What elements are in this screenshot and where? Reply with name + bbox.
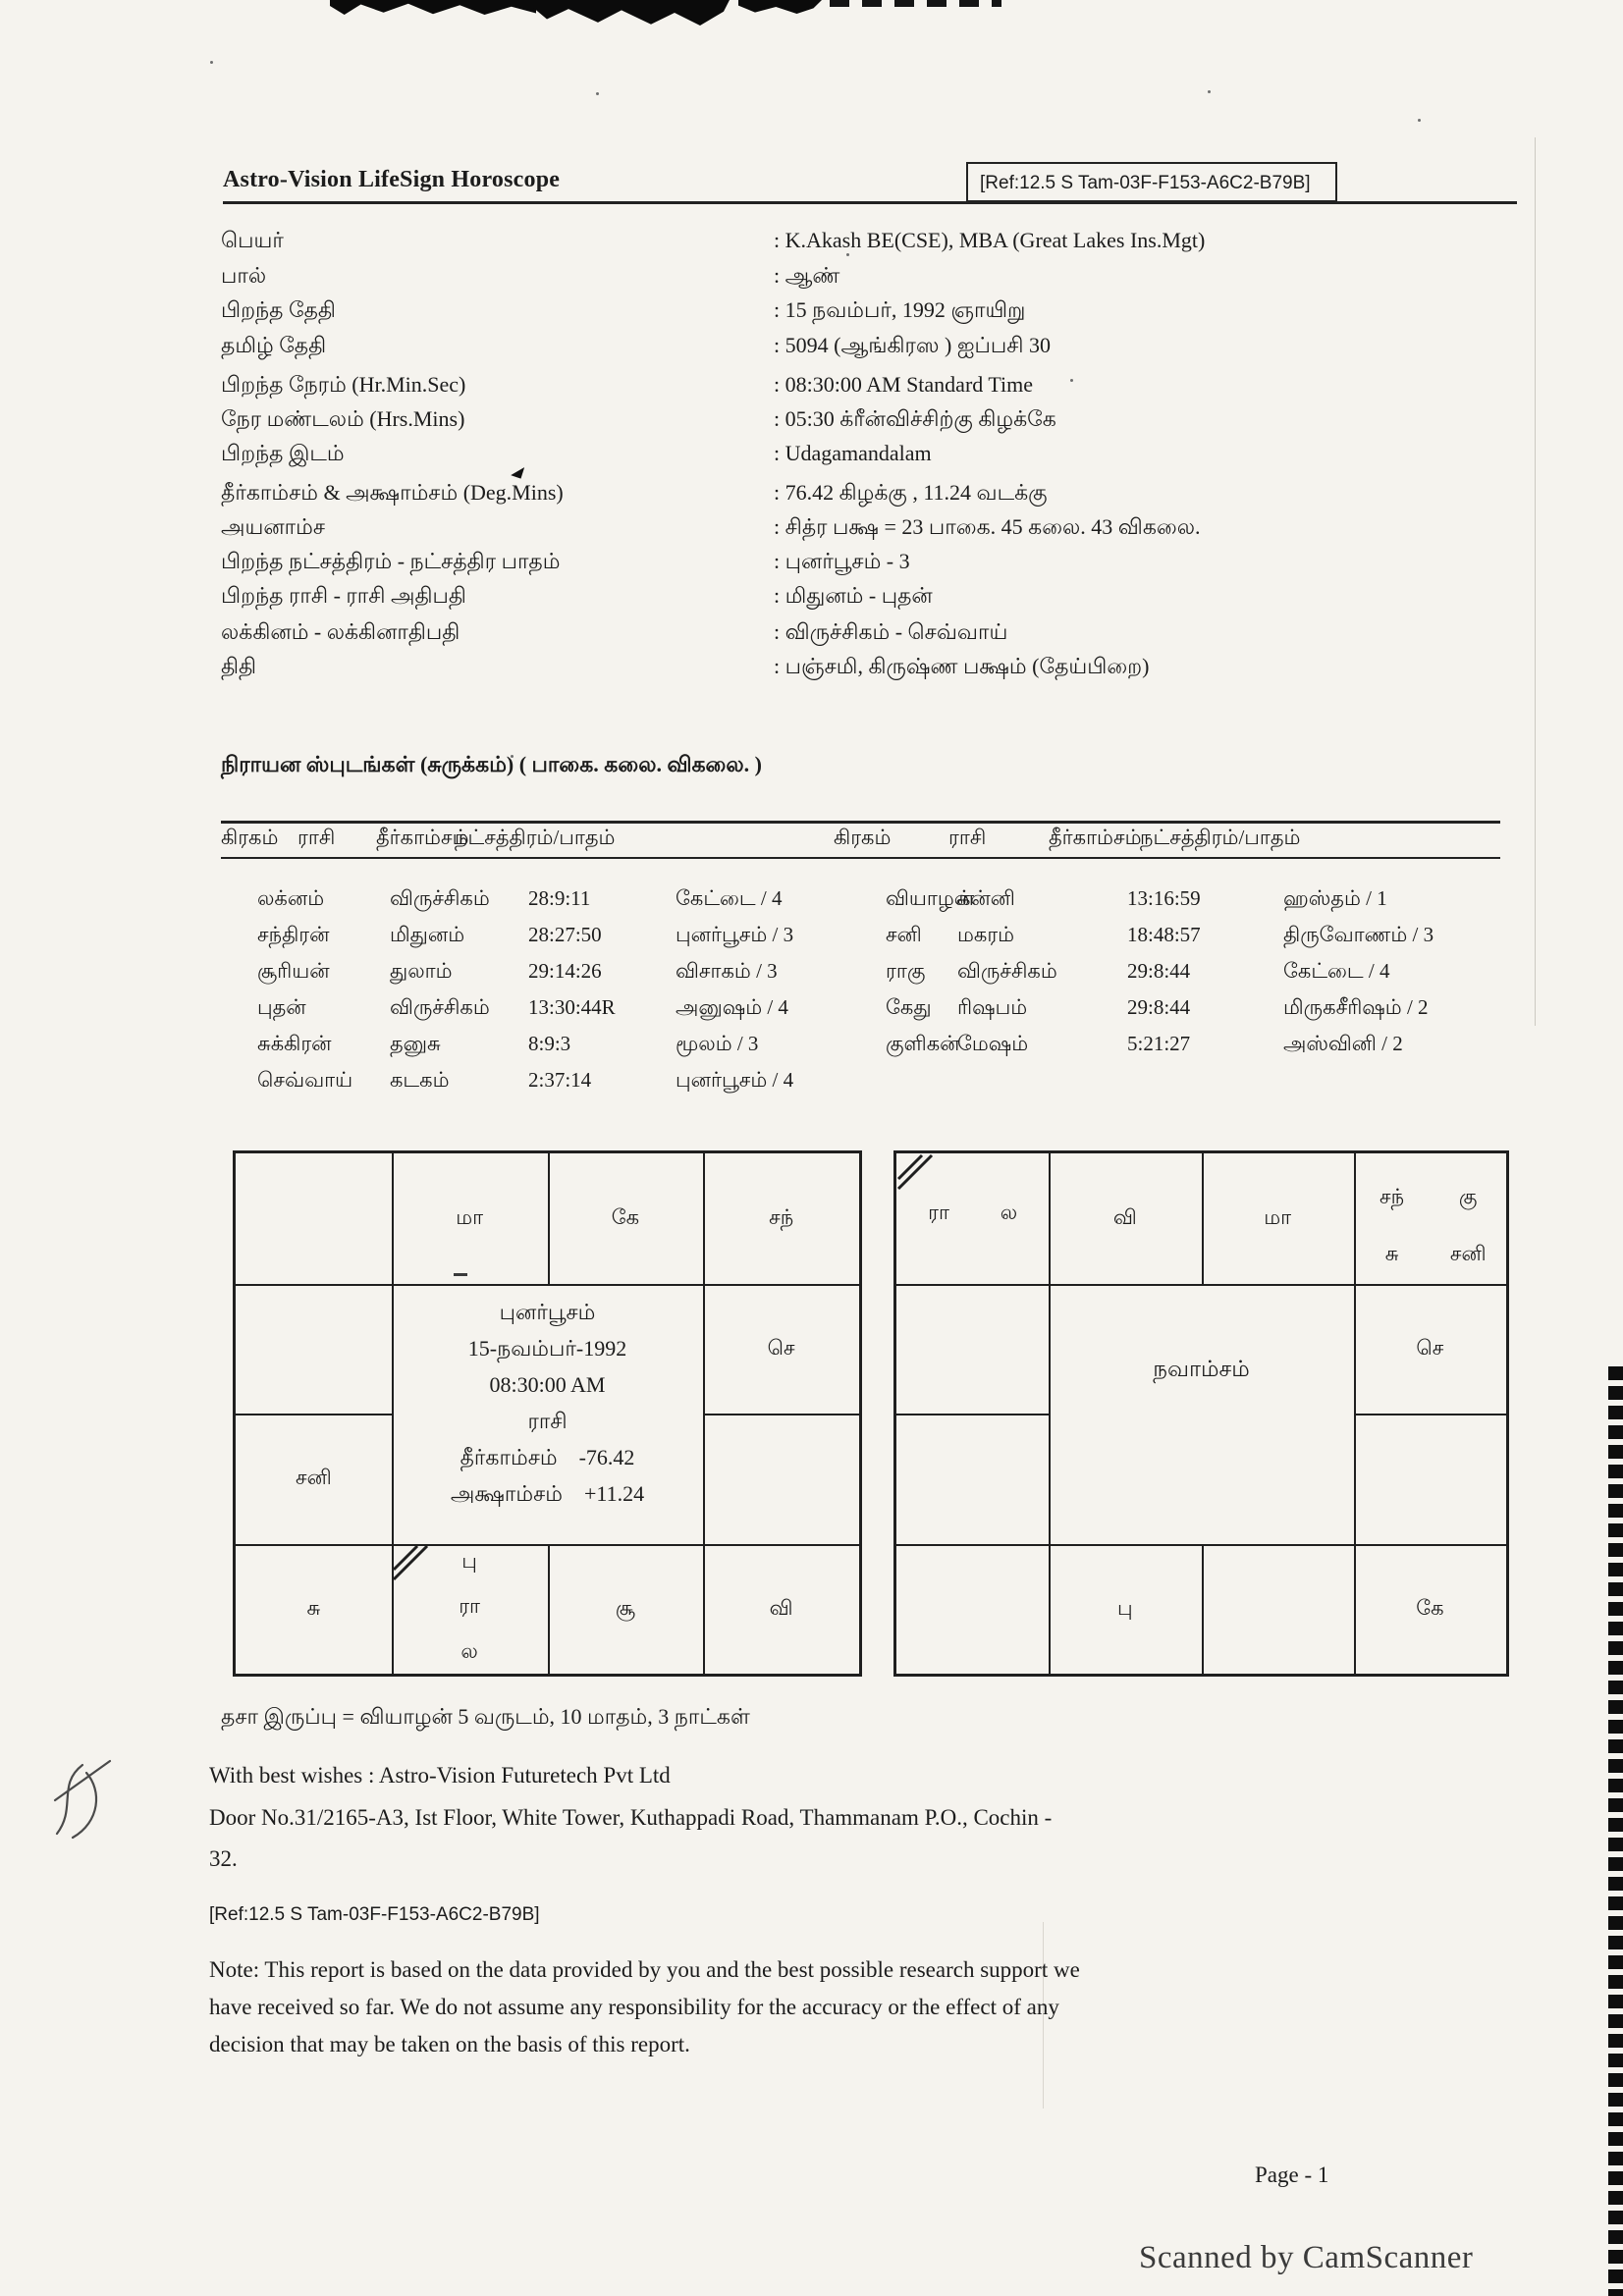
navamsa-cell-planet: சந் (1380, 1184, 1405, 1208)
ref-text: [Ref:12.5 S Tam-03F-F153-A6C2-B79B] (980, 173, 1311, 193)
navamsa-cell-planet: மா (1264, 1205, 1292, 1229)
table-cell: 5:21:27 (1127, 1032, 1191, 1055)
rasi-latitude-row (392, 1475, 704, 1512)
navamsa-cell-planet: பு (1117, 1595, 1133, 1620)
info-label: நேர மண்டலம் (Hrs.Mins) (221, 406, 465, 431)
coord-value: -76.42 (578, 1445, 635, 1470)
info-label: தீர்காம்சம் & அக்ஷாம்சம் (Deg.Mins) (221, 480, 564, 505)
table-rule (221, 821, 1500, 824)
table-cell: மேஷம் (957, 1032, 1029, 1055)
col-header: ராசி (298, 826, 336, 849)
navamsa-lagna-cell (902, 1201, 1043, 1227)
table-cell: விருச்சிகம் (390, 886, 490, 910)
table-cell: சுக்கிரன் (257, 1032, 332, 1055)
navamsa-cell-planet: கு (1458, 1184, 1478, 1208)
table-cell: அஸ்வினி / 2 (1283, 1032, 1403, 1055)
info-value: : புனர்பூசம் - 3 (774, 549, 910, 573)
handwritten-mark (43, 1739, 127, 1842)
grid-line (703, 1414, 859, 1415)
table-cell: 28:9:11 (528, 886, 591, 910)
scan-mark (510, 467, 525, 480)
info-value: : 08:30:00 AM Standard Time (774, 372, 1034, 397)
table-cell: திருவோணம் / 3 (1283, 923, 1434, 946)
navamsa-cell-group (1354, 1169, 1506, 1284)
table-cell: விருச்சிகம் (957, 959, 1057, 983)
lagna-marker-icon (896, 1153, 936, 1193)
info-label: திதி (221, 654, 257, 678)
address-line: Door No.31/2165-A3, Ist Floor, White Tower, Kuthappadi Road, Thammanam P.O., Cochin - (209, 1805, 1053, 1830)
grid-line (896, 1284, 1506, 1286)
rasi-chart (233, 1150, 862, 1677)
navamsa-cell-planet: சனி (1449, 1241, 1487, 1265)
table-cell: 18:48:57 (1127, 923, 1201, 946)
rasi-center-line: புனர்பூசம் (499, 1300, 596, 1325)
grid-line (1354, 1414, 1506, 1415)
page-title: Astro-Vision LifeSign Horoscope (223, 167, 561, 192)
torn-paper-artifact (533, 0, 730, 26)
navamsa-cell-planet: ரா (928, 1200, 949, 1224)
grid-line (236, 1544, 859, 1546)
table-cell: விருச்சிகம் (390, 995, 490, 1019)
navamsa-title: நவாம்சம் (1153, 1356, 1250, 1381)
table-cell: சந்திரன் (257, 923, 330, 946)
table-cell: அனுஷம் / 4 (676, 995, 788, 1019)
coord-label: அக்ஷாம்சம் (450, 1481, 563, 1507)
table-rule (221, 857, 1500, 859)
rasi-cell-planet: பு (461, 1549, 477, 1574)
table-cell: 8:9:3 (528, 1032, 571, 1055)
navamsa-cell-planet: சு (1384, 1241, 1399, 1265)
dust-speck (1070, 379, 1073, 382)
rasi-center-line: 15-நவம்பர்-1992 (467, 1336, 627, 1362)
info-value: : விருச்சிகம் - செவ்வாய் (774, 619, 1008, 644)
info-value: : சித்ர பக்ஷ = 23 பாகை. 45 கலை. 43 விகலை. (774, 514, 1201, 539)
camscanner-watermark: Scanned by CamScanner (1139, 2240, 1474, 2275)
info-value: : பஞ்சமி, கிருஷ்ண பக்ஷம் (தேய்பிறை) (774, 654, 1150, 678)
info-label: பால் (221, 263, 267, 288)
col-header: தீர்காம்சம் (376, 826, 469, 849)
table-cell: சனி (886, 923, 922, 946)
info-label: லக்கினம் - லக்கினாதிபதி (221, 619, 460, 644)
grid-line (236, 1414, 392, 1415)
rasi-cell-planet: சனி (296, 1466, 332, 1489)
table-cell: கன்னி (957, 886, 1015, 910)
table-cell: மூலம் / 3 (676, 1032, 759, 1055)
table-cell: துலாம் (390, 959, 453, 983)
col-header: கிரகம் (221, 826, 279, 849)
dust-speck (1418, 119, 1421, 122)
rasi-cell-planet: மா (456, 1205, 484, 1229)
dust-speck (1208, 90, 1211, 93)
info-label: பிறந்த இடம் (221, 441, 345, 465)
rasi-center-line: 08:30:00 AM (489, 1372, 606, 1398)
rasi-cell-planet: ரா (459, 1593, 481, 1618)
rasi-cell-planet: செ (767, 1335, 795, 1360)
table-cell: லக்னம் (257, 886, 325, 910)
table-cell: புனர்பூசம் / 3 (676, 923, 794, 946)
table-cell: ரிஷபம் (957, 995, 1028, 1019)
rasi-cell-planet: சு (306, 1595, 321, 1620)
rasi-center-block (392, 1294, 704, 1512)
wishes-line: With best wishes : Astro-Vision Futuretech Pvt Ltd (209, 1763, 671, 1788)
info-label: பிறந்த ராசி - ராசி அதிபதி (221, 583, 466, 608)
torn-paper-artifact (830, 0, 1001, 7)
rasi-cell-planet: சந் (769, 1205, 794, 1229)
scan-edge-artifact (1608, 1366, 1623, 2296)
table-cell: மகரம் (957, 923, 1015, 946)
table-cell: மிருகசீரிஷம் / 2 (1283, 995, 1429, 1019)
rasi-center-line: ராசி (527, 1409, 568, 1434)
table-cell: புதன் (257, 995, 306, 1019)
table-cell: கேட்டை / 4 (1283, 959, 1390, 983)
table-cell: மிதுனம் (390, 923, 465, 946)
page-number: Page - 1 (1255, 2163, 1329, 2187)
navamsa-cell-planet: ல (1000, 1200, 1018, 1224)
grid-line (1202, 1544, 1204, 1675)
positions-section-title: நிராயன ஸ்புடங்கள் (சுருக்கம்) ( பாகை. கலை. விகலை. ) (221, 752, 762, 776)
table-cell: 2:37:14 (528, 1068, 592, 1092)
info-label: தமிழ் தேதி (221, 333, 327, 357)
dasa-balance: தசா இருப்பு = வியாழன் 5 வருடம், 10 மாதம், 3 நாட்கள் (221, 1704, 750, 1729)
dust-speck (846, 253, 849, 256)
torn-paper-artifact (738, 0, 822, 14)
lagna-marker-icon (392, 1544, 431, 1583)
col-header: நட்சத்திரம்/பாதம் (455, 826, 616, 849)
coord-label: தீர்காம்சம் (460, 1445, 558, 1470)
navamsa-cell-planet: வி (1112, 1205, 1137, 1229)
navamsa-cell-planet: கே (1416, 1595, 1444, 1620)
table-cell: 28:27:50 (528, 923, 602, 946)
table-cell: கடகம் (390, 1068, 450, 1092)
rasi-cell-planet: சூ (615, 1595, 635, 1620)
torn-paper-artifact (330, 0, 536, 15)
info-value: : Udagamandalam (774, 441, 932, 465)
note-line: Note: This report is based on the data provided by you and the best possible research support we (209, 1957, 1080, 1982)
rasi-cell-planet: ல (460, 1638, 478, 1663)
table-cell: 13:16:59 (1127, 886, 1201, 910)
table-cell: 29:8:44 (1127, 995, 1191, 1019)
navamsa-cell-planet: செ (1416, 1335, 1444, 1360)
table-cell: 29:8:44 (1127, 959, 1191, 983)
col-header: கிரகம் (834, 826, 892, 849)
table-cell: ஹஸ்தம் / 1 (1283, 886, 1387, 910)
info-value: : 76.42 கிழக்கு , 11.24 வடக்கு (774, 480, 1048, 505)
col-header: நட்சத்திரம்/பாதம் (1140, 826, 1301, 849)
coord-value: +11.24 (584, 1481, 645, 1507)
col-header: தீர்காம்சம் (1049, 826, 1142, 849)
navamsa-chart (893, 1150, 1509, 1677)
info-value: : மிதுனம் - புதன் (774, 583, 933, 608)
table-cell: தனுசு (390, 1032, 441, 1055)
info-label: பெயர் (221, 228, 284, 252)
dust-speck (210, 61, 213, 64)
grid-line (236, 1284, 859, 1286)
table-cell: 29:14:26 (528, 959, 602, 983)
info-value: : 05:30 க்ரீன்விச்சிற்கு கிழக்கே (774, 406, 1056, 431)
info-label: பிறந்த நட்சத்திரம் - நட்சத்திர பாதம் (221, 549, 561, 573)
table-cell: செவ்வாய் (257, 1068, 353, 1092)
info-value: : K.Akash BE(CSE), MBA (Great Lakes Ins.Mgt) (774, 228, 1206, 252)
rasi-cell-planet: வி (769, 1595, 793, 1620)
info-label: அயனாம்ச (221, 514, 326, 539)
col-header: ராசி (948, 826, 987, 849)
table-cell: கேது (886, 995, 932, 1019)
table-cell: குளிகன் (886, 1032, 960, 1055)
info-value: : ஆண் (774, 263, 840, 288)
table-cell: விசாகம் / 3 (676, 959, 778, 983)
info-label: பிறந்த நேரம் (Hr.Min.Sec) (221, 372, 466, 397)
ref-badge (966, 162, 1337, 202)
table-cell: 13:30:44R (528, 995, 616, 1019)
rasi-longitude-row (392, 1439, 704, 1475)
ref-text-footer: [Ref:12.5 S Tam-03F-F153-A6C2-B79B] (209, 1904, 540, 1925)
table-cell: சூரியன் (257, 959, 330, 983)
scan-fold-line (1535, 137, 1536, 1026)
info-value: : 5094 (ஆங்கிரஸ ) ஐப்பசி 30 (774, 333, 1052, 357)
table-cell: கேட்டை / 4 (676, 886, 783, 910)
table-cell: ராகு (886, 959, 926, 983)
note-line: have received so far. We do not assume any responsibility for the accuracy or the effect of any (209, 1995, 1059, 2019)
info-label: பிறந்த தேதி (221, 297, 336, 322)
rasi-cell-planet: கே (611, 1205, 640, 1229)
info-value: : 15 நவம்பர், 1992 ஞாயிறு (774, 297, 1026, 322)
note-line: decision that may be taken on the basis of this report. (209, 2032, 690, 2056)
dust-speck (596, 92, 599, 95)
grid-line (896, 1544, 1506, 1546)
table-cell: புனர்பூசம் / 4 (676, 1068, 794, 1092)
address-line: 32. (209, 1846, 238, 1871)
grid-line (896, 1414, 1049, 1415)
table-cell: வியாழன் (886, 886, 975, 910)
